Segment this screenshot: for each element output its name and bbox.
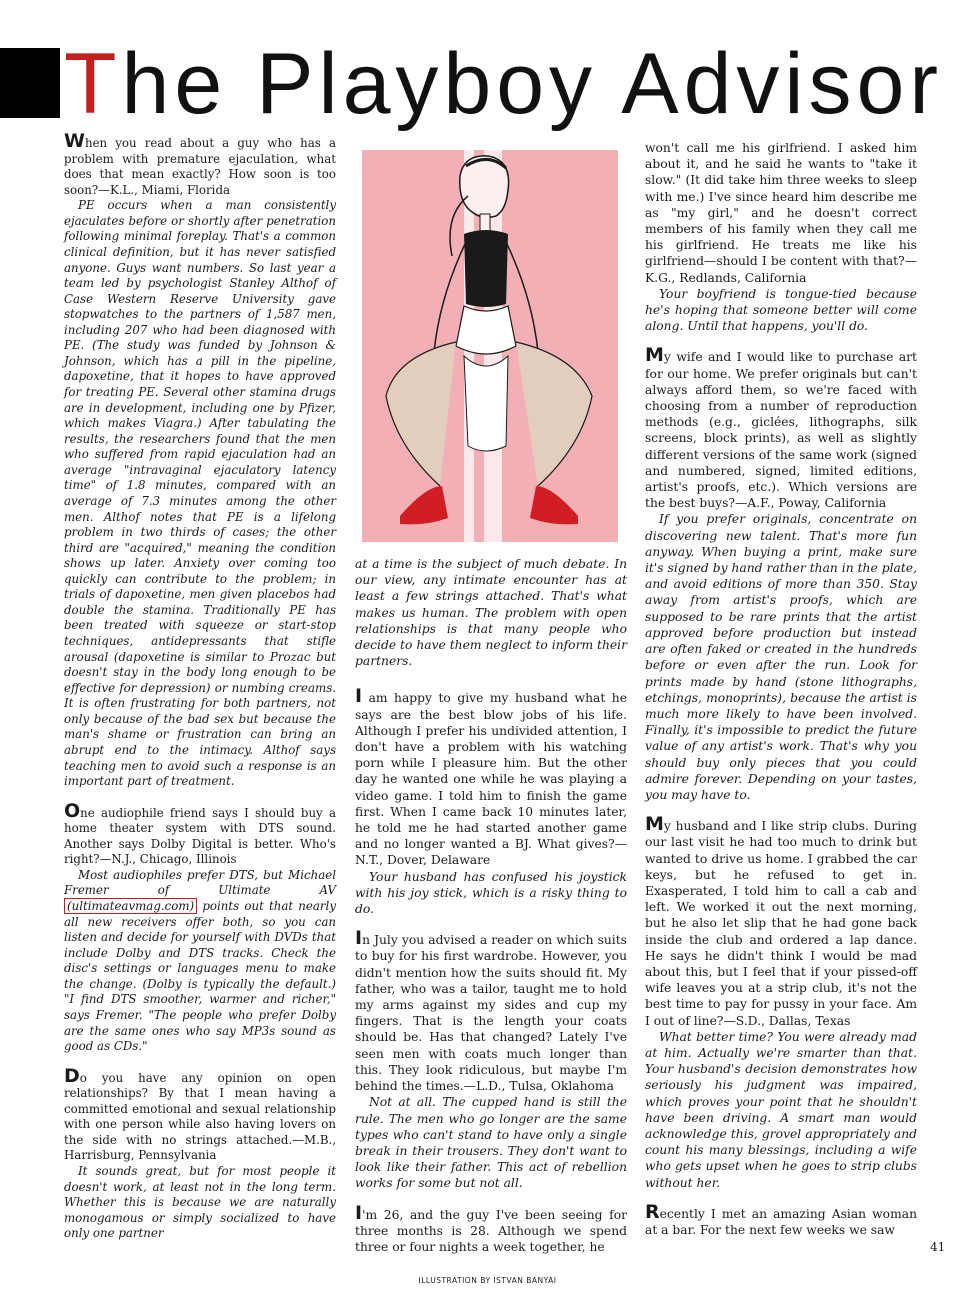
answer-3: It sounds great, but for most people it doesn't work, at least not in the long term. Whether this is because we are naturally monogamous or simply socialized to have only one partner	[64, 1164, 336, 1241]
drop-cap: R	[645, 1200, 660, 1223]
page-number: 41	[930, 1240, 946, 1254]
column-2	[355, 556, 627, 1255]
drop-cap: I	[355, 685, 363, 708]
drop-cap: I	[355, 927, 363, 950]
question-9	[645, 1200, 917, 1238]
question-5	[355, 927, 627, 1094]
question-1	[64, 130, 336, 198]
answer-3-continued: at a time is the subject of much debate. In our view, any intimate encounter has at least a few strings attached. That's what makes us human. The problem with open relationships is that many people who decide to have them neglect to inform their partners.	[355, 557, 627, 669]
question-text: y wife and I would like to purchase art for our home. We prefer originals but can't always afford them, so we're faced with choosing from a number of reproduction methods (e.g., giclées, lithographs, silk screens, block prints), as well as slightly different versions of the same work (signed and numbered, signed, limited editions, artist's proofs, etc.). Which versions are the best buys?—A.F., Poway, California	[645, 350, 917, 511]
answer-4: Your husband has confused his joystick with his joy stick, which is a risky thing to do.	[355, 869, 627, 917]
illustration-credit: ILLUSTRATION BY ISTVAN BANYAI	[418, 1276, 557, 1285]
answer-text: points out that nearly all new receivers offer both, so you can listen and decide for yourself with DVDs that include Dolby and DTS tracks. Check the disc's settings or languages menu to make the change. (Dolby is typically the default.) "I find DTS smoother, warmer and richer," says Fremer. "The people who prefer Dolby are the same ones who say MP3s sound as good as CDs."	[64, 899, 336, 1054]
page-title	[64, 34, 943, 134]
answer-5: Not at all. The cupped hand is still the rule. The men who go longer are the same types who can't stand to have only a single break in their trousers. They don't want to look like their father. This act of rebellion works for some but not all.	[355, 1095, 627, 1191]
title-initial: T	[64, 36, 122, 132]
question-text: o you have any opinion on open relationships? By that I mean having a committed emotional and sexual relationship with one person while also having lovers on the side with no strings attached.—M.B., Harrisburg, Pennsylvania	[64, 1070, 336, 1163]
website-link[interactable]: (ultimateavmag.com)	[64, 898, 197, 914]
question-text: am happy to give my husband what he says are the best blow jobs of his life. Although I prefer his undivided attention, I don't have a problem with his watching porn while I pleasure him. But the other day he wanted one while he was playing a video game. I told him to finish the game first. When I came back 10 minutes later, he told me he had started another game and no longer wanted a BJ. What gives?—N.T., Dover, Delaware	[355, 691, 627, 868]
title-black-block	[0, 48, 60, 118]
column-3	[645, 140, 917, 1238]
drop-cap: D	[64, 1064, 80, 1087]
drop-cap: I	[355, 1201, 363, 1224]
question-3	[64, 1064, 336, 1164]
question-8	[645, 813, 917, 1029]
answer-text: Most audiophiles prefer DTS, but Michael Fremer of Ultimate AV	[64, 867, 336, 898]
drop-cap: W	[64, 130, 85, 152]
answer-7: If you prefer originals, concentrate on discovering new talent. That's more fun anyway. When buying a print, make sure it's signed by hand rather than in the plate, and avoid editions of more than 350. Stay away from artist's proofs, which are supposed to be rare prints that the artist approved before production but instead are often faked or created in the hundreds before or even after the run. Look for prints made by hand (stone lithographs, etchings, monoprints), because the artist is much more likely to have been involved. Finally, it's impossible to predict the future value of any artist's work. That's why you should buy only pieces that you could admire forever. Depending on your tastes, you may have to.	[645, 512, 917, 802]
question-6	[355, 1201, 627, 1256]
drop-cap: M	[645, 813, 664, 836]
question-2	[64, 799, 336, 868]
answer-6: Your boyfriend is tongue-tied because he's hoping that someone better will come along. Until that happens, you'll do.	[645, 286, 917, 334]
question-text: ne audiophile friend says I should buy a home theater system with DTS sound. Another says Dolby Digital is better. Who's right?—N.J., Chicago, Illinois	[64, 805, 336, 867]
answer-2	[64, 868, 336, 1055]
answer-8: What better time? You were already mad at him. Actually we're smarter than that. Your husband's decision demonstrates how seriously his judgment was impaired, which proves your point that he shouldn't have been driving. A smart man would acknowledge this, grovel appropriately and count his many blessings, including a wife who gets upset when he goes to strip clubs without her.	[645, 1029, 917, 1190]
question-6-continued: won't call me his girlfriend. I asked him about it, and he said he wants to "take it slow." (It did take him three weeks to sleep with me.) I've since heard him describe me as "my girl," and he doesn't correct members of his family when they call me his girlfriend. He treats me like his girlfriend—should I be content with that?—K.G., Redlands, California	[645, 141, 917, 285]
question-text: hen you read about a guy who has a problem with premature ejaculation, what does that mean exactly? How soon is too soon?—K.L., Miami, Florida	[64, 136, 336, 197]
question-7	[645, 344, 917, 511]
title-rest: he Playboy Advisor	[121, 36, 943, 132]
answer-1: PE occurs when a man consistently ejaculates before or shortly after penetration following minimal foreplay. That's a common clinical definition, but it has never satisfied anyone. Guys want numbers. So last year a team led by psychologist Stanley Althof of Case Western Reserve University gave stopwatches to the partners of 1,587 men, including 207 who had been diagnosed with PE. (The study was funded by Johnson & Johnson, which has a pill in the pipeline, dapoxetine, that it hopes to have approved for treating PE. Several other stamina drugs are in development, including one by Pfizer, which makes Viagra.) After tabulating the results, the researchers found that the men who suffered from rapid ejaculation had an average "intravaginal ejaculatory latency time" of 1.8 minutes, compared with an average of 7.3 minutes among the other men. Althof notes that PE is a lifelong problem in two thirds of cases; the other third are "acquired," meaning the condition shows up later. Anxiety over coming too quickly can contribute to the problem; in trials of dapoxetine, men given placebos had double the stamina. Traditionally PE has been treated with squeeze or start-stop techniques, antidepressants that stifle arousal (dapoxetine is similar to Prozac but doesn't stay in the body long enough to be effective for depression) or numbing creams. It is often frustrating for both partners, not only because of the bad sex but because the man's shame or frustration can bring an abrupt end to the intimacy. Althof says teaching men to avoid such a response is an important part of treatment.	[64, 198, 336, 789]
question-text: 'm 26, and the guy I've been seeing for three months is 28. Although we spend three or four nights a week together, he	[355, 1207, 627, 1254]
woman-squatting-illustration	[356, 146, 624, 546]
question-text: y husband and I like strip clubs. During our last visit he had too much to drink but wanted to drive us home. I grabbed the car keys, but he refused to get in. Exasperated, I told him to call a cab and left. We worked it out the next morning, but he also let slip that he had gone back inside the club and ordered a lap dance. He says he didn't think I would be mad about this, but I feel that if your pissed-off wife leaves you at a strip club, it's not the best time to pay for pussy in your face. Am I out of line?—S.D., Dallas, Texas	[645, 819, 917, 1028]
question-text: n July you advised a reader on which suits to buy for his first wardrobe. However, you didn't mention how the suits should fit. My father, who was a tailor, taught me to hold my arms against my sides and cup my fingers. That is the length your coats should be. Has that changed? Lately I've seen men with coats much longer than this. They look ridiculous, but maybe I'm behind the times.—L.D., Tulsa, Oklahoma	[355, 933, 627, 1094]
question-4	[355, 685, 627, 868]
column-1	[64, 130, 336, 1242]
question-text: ecently I met an amazing Asian woman at a bar. For the next few weeks we saw	[645, 1206, 917, 1237]
drop-cap: O	[64, 799, 81, 822]
drop-cap: M	[645, 344, 664, 367]
